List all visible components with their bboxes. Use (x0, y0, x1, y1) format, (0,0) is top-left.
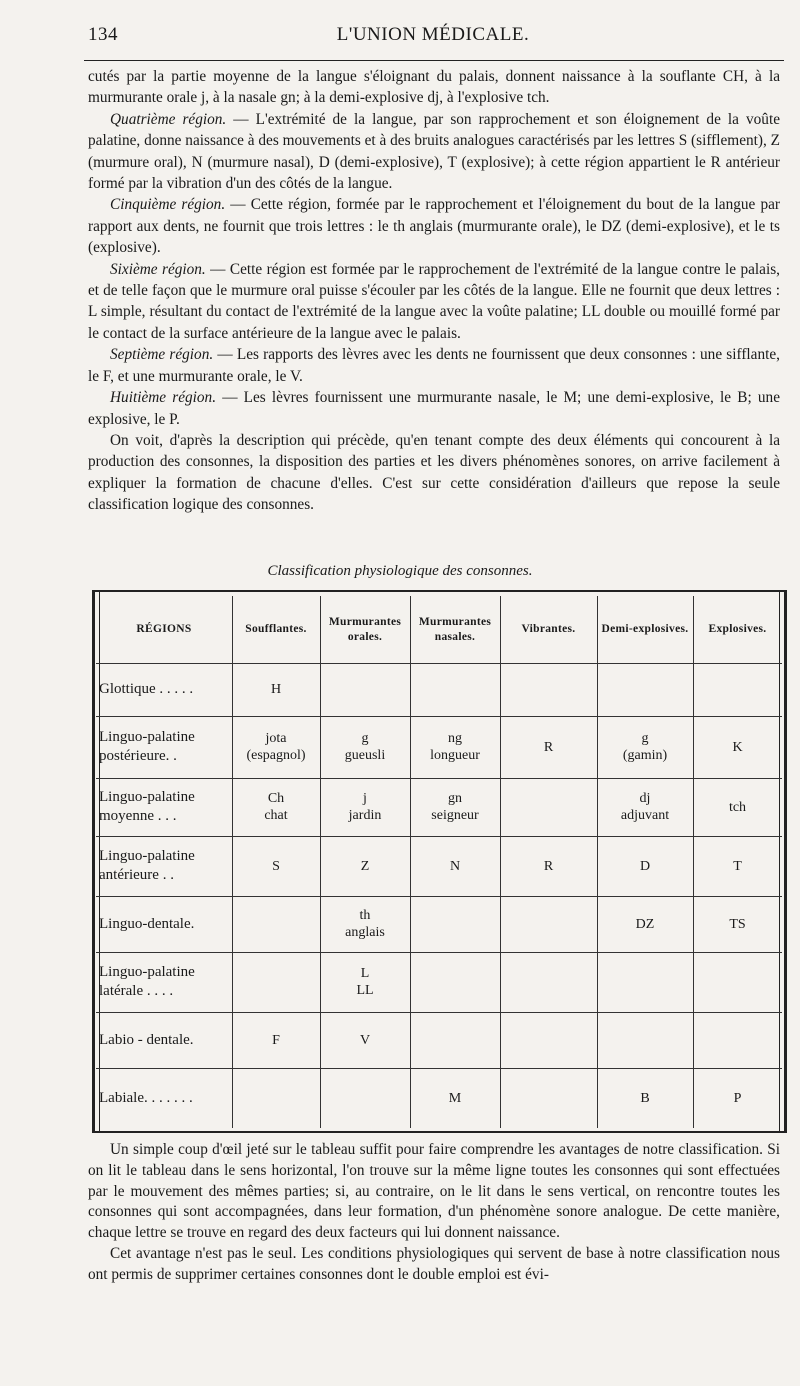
header-rule (84, 60, 784, 61)
row-label: Labiale. . . . . . . (99, 1089, 193, 1106)
cell-line: gn (448, 791, 462, 806)
table-cell (600, 716, 690, 778)
paragraph-text: — L'extrémité de la langue, par son rapprochement et son éloignement de la voûte palatine, donne naissance à des mouvements et à des bruits analogues caractérisés par les lettres S (sifflement), Z (murmure oral), N (murmure nasal), D (demi-explosive), T (explosive); à cette région appartient le R antérieur formé par la vibration d'un des côtés de la langue. (88, 110, 780, 193)
table-cell: F (272, 1032, 280, 1048)
cell-line: anglais (345, 925, 385, 940)
paragraph-text: Un simple coup d'œil jeté sur le tableau suffit pour faire comprendre les avantages de notre classification. Si on lit le tableau dans le sens horizontal, l'on trouve sur la même ligne toutes les consonnes qui sont effectuées par le mouvement des mêmes parties; si, au contraire, on le lit dans le sens vertical, on rencontre toutes les consonnes qui sont accompagnées, dans leur formation, d'un phénomène sonore analogue. De cette manière, chaque lettre se trouve en regard des deux facteurs qui lui donnent naissance. (88, 1141, 780, 1242)
table-cell: M (448, 1090, 462, 1106)
cell-line: L (360, 966, 370, 981)
cell-line: LL (356, 983, 374, 998)
table-cell: N (449, 858, 461, 874)
cell-line: adjuvant (620, 808, 670, 823)
table-cell: S (272, 858, 280, 874)
table-cell (235, 716, 317, 778)
cell-line: (gamin) (622, 748, 668, 763)
table-cell (413, 778, 497, 836)
paragraph (88, 1244, 780, 1286)
region-heading: Sixième région. (110, 260, 206, 278)
column-header: RÉGIONS (136, 623, 192, 635)
paragraph-text: cutés par la partie moyenne de la langue s'éloignant du palais, donnent naissance à la souflante CH, à la murmurante orale j, à la nasale gn; à la demi-explosive dj, à l'explosive tch. (88, 68, 780, 107)
table-cell (413, 716, 497, 778)
table-cell: R (543, 739, 554, 755)
table-cell: DZ (635, 916, 655, 932)
paragraph-text: — Les rapports des lèvres avec les dents ne fournissent que deux consonnes : une sifflante, le F, et une murmurante orale, le V. (88, 346, 780, 385)
cell-line: g (361, 731, 369, 746)
cell-line: jardin (348, 808, 382, 823)
table-cell: K (732, 739, 743, 755)
table-cell: B (640, 1090, 650, 1106)
table-caption: Classification physiologique des consonnes. (267, 563, 533, 579)
row-label: Linguo-palatine latérale . . . . (99, 964, 195, 999)
paragraph (88, 344, 780, 387)
cell-line: j (363, 791, 367, 806)
column-header (323, 596, 407, 663)
column-header: Demi-explosives. (601, 623, 689, 635)
region-heading: Septième région. (110, 346, 214, 364)
table-cell: D (639, 858, 651, 874)
region-heading: Cinquième région. (110, 196, 226, 214)
body-text-upper (88, 66, 780, 516)
body-text-lower (88, 1140, 780, 1286)
table-cell (323, 716, 407, 778)
row-label: Linguo-palatine antérieure . . (99, 848, 195, 883)
cell-line: jota (265, 731, 287, 746)
table-cell (600, 778, 690, 836)
table-cell: TS (729, 916, 746, 932)
cell-line: orales. (347, 630, 383, 643)
table-cell: P (733, 1090, 742, 1106)
table-cell: V (359, 1032, 371, 1048)
column-header (413, 596, 497, 663)
running-header (88, 20, 778, 50)
row-label: Labio - dentale. (99, 1031, 194, 1048)
cell-line: nasales. (434, 630, 476, 643)
paragraph-text: Cet avantage n'est pas le seul. Les conditions physiologiques qui servent de base à notre classification nous ont permis de supprimer certaines consonnes dont le double emploi est évi- (88, 1244, 780, 1283)
column-header: Explosives. (708, 623, 767, 635)
cell-line: g (641, 731, 649, 746)
table-cell (323, 952, 407, 1012)
cell-line: Murmurantes (328, 615, 402, 628)
table-cell (235, 778, 317, 836)
cell-line: seigneur (431, 808, 479, 823)
column-header: Soufflantes. (245, 623, 307, 635)
paragraph-text: — Cette région, formée par le rapprochement et l'éloignement du bout de la langue par rapport aux dents, ne fournit que trois lettres : le th anglais (murmurante orale), le DZ (demi-explosive), et le ts (explosive). (88, 196, 780, 257)
cell-line: Ch (267, 791, 285, 806)
paragraph (88, 1140, 780, 1244)
table-cell: Z (360, 858, 370, 874)
paragraph (88, 66, 780, 109)
region-heading: Huitième région. (110, 389, 217, 407)
cell-line: (espagnol) (246, 748, 306, 763)
cell-line: chat (264, 808, 288, 823)
paragraph (88, 194, 780, 258)
cell-line: longueur (430, 748, 480, 763)
paragraph-text: On voit, d'après la description qui précède, qu'en tenant compte des deux éléments qui concourent à la production des consonnes, la disposition des parties et les divers phénomènes sonores, on arrive facilement à expliquer la formation de chacune d'elles. C'est sur cette considération d'ailleurs que repose la seule classification logique des consonnes. (88, 431, 780, 514)
cell-line: th (359, 908, 371, 923)
table-cell: tch (728, 799, 747, 815)
column-header: Vibrantes. (521, 623, 576, 635)
table-cell: R (543, 858, 554, 874)
paragraph (88, 259, 780, 345)
cell-line: ng (448, 731, 462, 746)
paragraph (88, 109, 780, 195)
cell-line: gueusli (344, 748, 386, 763)
journal-title: L'UNION MÉDICALE. (336, 24, 530, 45)
paragraph (88, 387, 780, 430)
table-cell (323, 778, 407, 836)
region-heading: Quatrième région. (110, 110, 227, 128)
row-label: Linguo-dentale. (99, 915, 195, 932)
row-label: Linguo-palatine postérieure. . (99, 729, 195, 764)
paragraph-text: — Cette région est formée par le rapprochement de l'extrémité de la langue contre le palais, et de telle façon que le murmure oral puisse s'écouler par les côtés de la langue. Elle ne fournit que deux lettres : L simple, résultant du contact de l'extrémité de la langue avec la voûte palatine; LL double ou mouillé formé par le contact de la surface antérieure de la langue avec le palais. (88, 260, 780, 342)
cell-line: dj (639, 791, 651, 806)
paragraph-text: — Les lèvres fournissent une murmurante nasale, le M; une demi-explosive, le B; une explosive, le P. (88, 389, 780, 428)
table-border-inner-right (779, 592, 780, 1131)
row-label: Linguo-palatine moyenne . . . (99, 789, 195, 824)
table-cell (323, 896, 407, 952)
page-number: 134 (88, 24, 118, 45)
paragraph (88, 430, 780, 516)
cell-line: Murmurantes (418, 615, 492, 628)
row-label: Glottique . . . . . (99, 681, 194, 697)
table-cell: T (733, 858, 742, 874)
table-cell: H (270, 682, 282, 697)
